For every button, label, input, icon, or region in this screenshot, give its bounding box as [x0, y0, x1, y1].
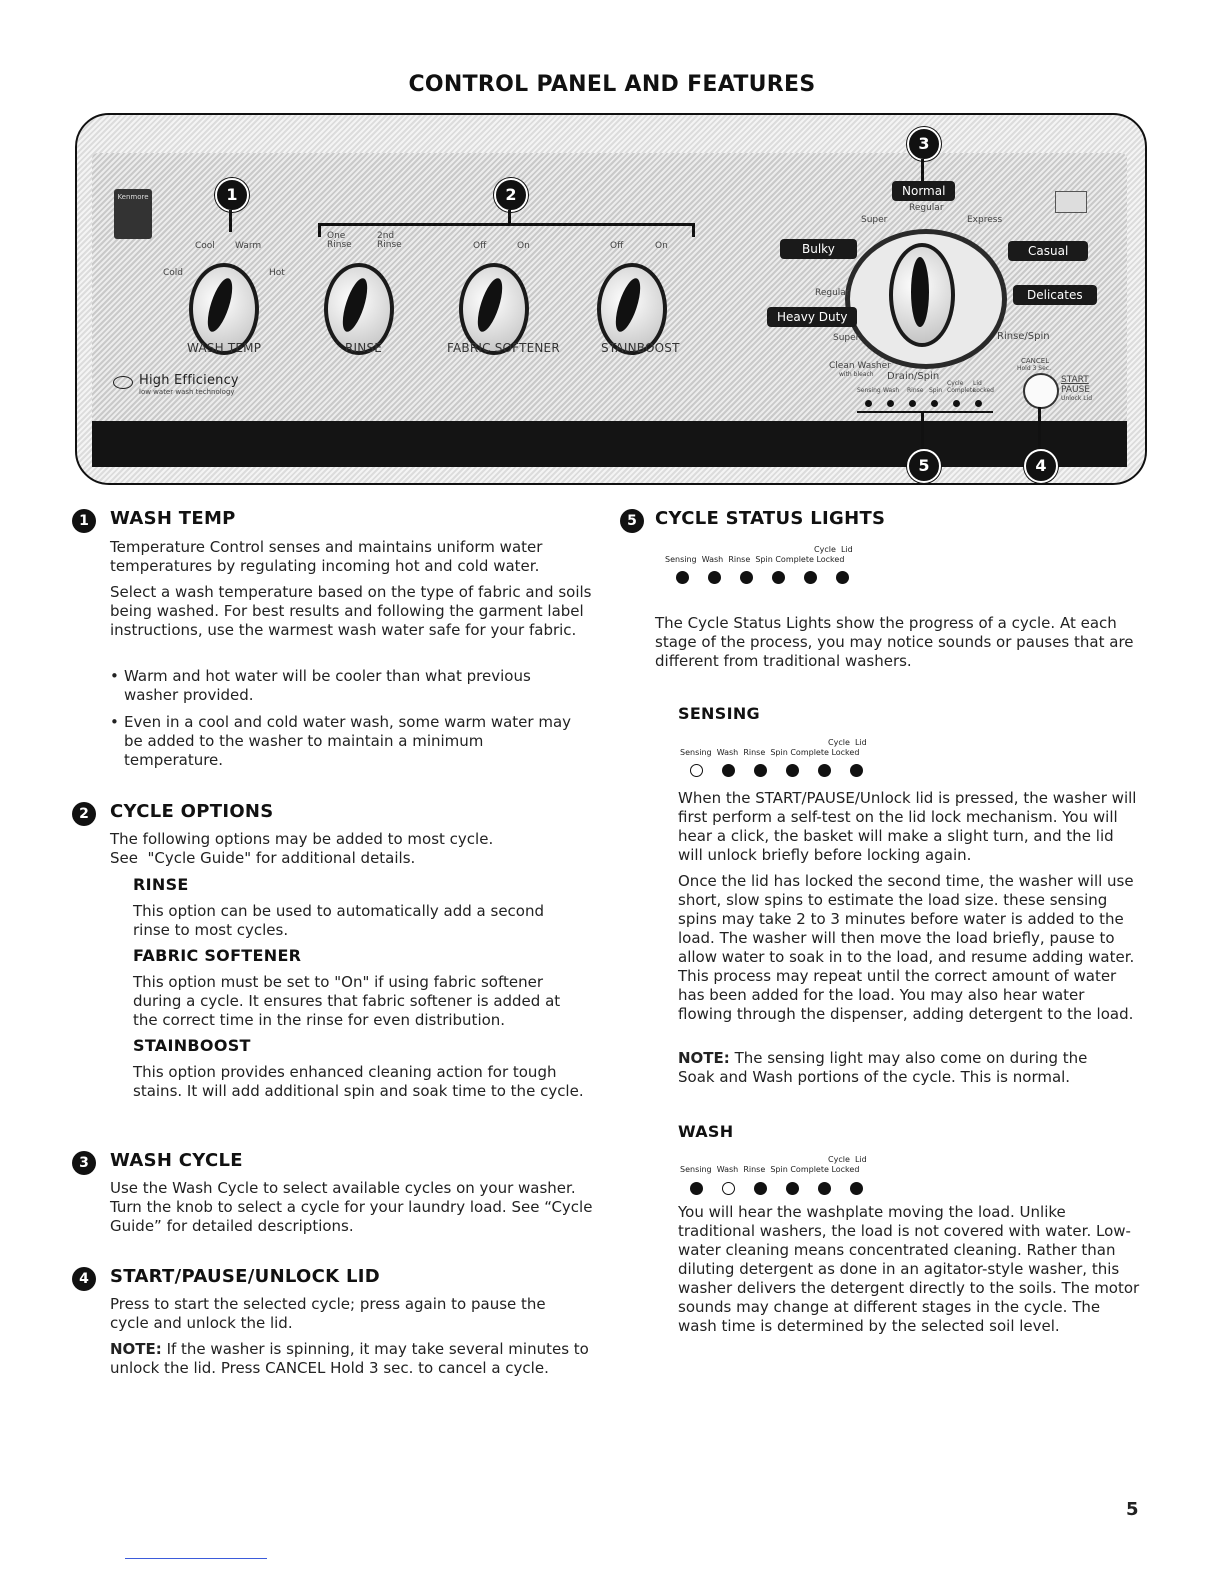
- wash-temp-heading: WASH TEMP: [110, 508, 236, 529]
- brand-logo: [114, 189, 152, 239]
- callout-2-bracket: [318, 223, 695, 226]
- cycle-clean-washer: Clean Washer: [829, 361, 891, 371]
- cycle-delicates: Delicates: [1013, 285, 1097, 305]
- sensing-lights-bottom: Sensing Wash Rinse Spin Complete Locked: [680, 748, 860, 757]
- sensing-light-locked: [850, 764, 863, 777]
- callout-2-bracket-right: [692, 223, 695, 237]
- sb-on: On: [655, 241, 668, 251]
- cycle-heavy-duty: Heavy Duty: [767, 307, 857, 327]
- he-logo-icon: [113, 376, 133, 389]
- footer-link-line: [125, 1558, 267, 1559]
- brand-logo-text: Kenmore: [117, 193, 149, 201]
- callout-2: 2: [494, 178, 528, 212]
- wash-light-spin: [786, 1182, 799, 1195]
- panel-light-wash: Wash: [883, 387, 900, 394]
- cycle-bulky: Bulky: [780, 239, 857, 259]
- status-light-sensing: [676, 571, 689, 584]
- fabric-softener-label: FABRIC SOFTENER: [447, 341, 560, 355]
- callout-3-line: [921, 159, 924, 181]
- wash-lights-top: Cycle Lid: [828, 1155, 867, 1164]
- start-pause-text: Press to start the selected cycle; press again to pause the cycle and unlock the lid.: [110, 1295, 546, 1332]
- wash-light-rinse: [754, 1182, 767, 1195]
- sensing-note-label: NOTE:: [678, 1049, 730, 1067]
- cycle-status-lights-top: Cycle Lid: [814, 545, 853, 554]
- wash-temp-bullet-1: • Warm and hot water will be cooler than what previous washer provided.: [110, 667, 574, 705]
- cycle-options-heading: CYCLE OPTIONS: [110, 801, 274, 822]
- cycle-rinse-spin: Rinse/Spin: [997, 331, 1050, 342]
- wash-temp-bullet-2: • Even in a cool and cold water wash, some warm water may be added to the washer to maintain a minimum temperature.: [110, 713, 574, 770]
- callout-2-line: [508, 210, 511, 224]
- wash-heading: WASH: [678, 1122, 734, 1141]
- status-light-complete: [804, 571, 817, 584]
- wash-temp-p1: Temperature Control senses and maintains uniform water temperatures by regulating incoming hot and cold water.: [110, 538, 543, 575]
- sensing-light-complete: [818, 764, 831, 777]
- callout-5-line: [921, 411, 924, 453]
- sensing-p1: When the START/PAUSE/Unlock lid is pressed, the washer will first perform a self-test on the lid lock mechanism. You will hear a click, the basket will make a slight turn, and the lid will unlock briefly before locking again.: [678, 789, 1137, 864]
- wash-light-wash: [722, 1182, 735, 1195]
- wash-light-locked: [850, 1182, 863, 1195]
- status-light-spin: [772, 571, 785, 584]
- he-sub: low water wash technology: [139, 388, 235, 396]
- section-number-1: 1: [72, 509, 96, 533]
- cycle-super-top: Super: [861, 215, 888, 225]
- section-number-5: 5: [620, 509, 644, 533]
- wash-cycle-text: Use the Wash Cycle to select available cycles on your washer. Turn the knob to select a cycle for your laundry load. See “Cycle Guide” for detailed descriptions.: [110, 1179, 593, 1235]
- start-label: START: [1061, 375, 1089, 385]
- rinse-2nd: 2nd Rinse: [377, 231, 402, 250]
- temp-cool: Cool: [195, 241, 215, 251]
- panel-light-complete: Cycle Complete: [947, 380, 976, 394]
- wash-temp-label: WASH TEMP: [187, 341, 262, 355]
- wash-temp-p2: Select a wash temperature based on the type of fabric and soils being washed. For best results and following the garment label instructions, use the warmest wash water safe for your fabric.: [110, 583, 592, 639]
- sensing-heading: SENSING: [678, 704, 760, 723]
- stainboost-label: STAINBOOST: [601, 341, 680, 355]
- temp-hot: Hot: [269, 268, 285, 278]
- cancel-label: CANCEL: [1021, 357, 1050, 365]
- page-number: 5: [1126, 1499, 1139, 1520]
- status-light-locked: [836, 571, 849, 584]
- panel-light-spin: Spin: [929, 387, 943, 394]
- panel-lights-row: [857, 397, 993, 413]
- cycle-options-intro-2: See "Cycle Guide" for additional details.: [110, 849, 416, 867]
- cycle-clean-washer-sub: with bleach: [839, 371, 874, 378]
- wash-lights-row: [690, 1182, 882, 1195]
- unlock-label: Unlock Lid: [1061, 395, 1093, 402]
- rinse-text: This option can be used to automatically add a second rinse to most cycles.: [133, 902, 545, 939]
- sensing-lights-row: [690, 764, 882, 777]
- status-light-wash: [708, 571, 721, 584]
- start-pause-button: [1023, 373, 1059, 409]
- stainboost-heading: STAINBOOST: [133, 1036, 251, 1055]
- panel-light-locked: Lid Locked: [973, 380, 994, 394]
- rinse-heading: RINSE: [133, 875, 189, 894]
- sensing-note-text: The sensing light may also come on during the Soak and Wash portions of the cycle. This is normal.: [678, 1049, 1088, 1086]
- cycle-knob: [889, 243, 955, 347]
- cycle-status-text: The Cycle Status Lights show the progress of a cycle. At each stage of the process, you may notice sounds or pauses that are different from traditional washers.: [655, 614, 1134, 670]
- sb-off: Off: [610, 241, 624, 251]
- panel-stripe: [92, 421, 1127, 467]
- temp-cold: Cold: [163, 268, 184, 278]
- rinse-label: RINSE: [345, 341, 383, 355]
- start-pause-note-label: NOTE:: [110, 1340, 162, 1358]
- control-panel-illustration: [75, 113, 1147, 485]
- cycle-regular-left: Regular: [815, 288, 850, 298]
- cycle-super-left: Super: [833, 333, 860, 343]
- pause-label: PAUSE: [1061, 385, 1090, 395]
- cycle-options-intro: The following options may be added to most cycle.: [110, 830, 494, 848]
- cycle-status-heading: CYCLE STATUS LIGHTS: [655, 508, 886, 529]
- fabric-softener-heading: FABRIC SOFTENER: [133, 946, 302, 965]
- cancel-sub: Hold 3 Sec.: [1017, 365, 1051, 372]
- cycle-drain-spin: Drain/Spin: [887, 371, 940, 382]
- energy-logo: [1055, 191, 1087, 213]
- wash-text: You will hear the washplate moving the load. Unlike traditional washers, the load is not covered with water. Low-water cleaning means concentrated cleaning. Rather than diluting detergent as done in an agitator-style washer, this washer delivers the detergent directly to the soils. The motor sounds may change at different stages in the cycle. The wash time is determined by the selected soil level.: [678, 1203, 1140, 1335]
- section-number-3: 3: [72, 1151, 96, 1175]
- cycle-status-lights-row: [676, 571, 868, 584]
- status-light-rinse: [740, 571, 753, 584]
- fabric-softener-text: This option must be set to "On" if using fabric softener during a cycle. It ensures that fabric softener is added at the correct time in the rinse for even distribution.: [133, 973, 561, 1029]
- callout-3: 3: [907, 127, 941, 161]
- panel-light-rinse: Rinse: [907, 387, 924, 394]
- sensing-p2: Once the lid has locked the second time, the washer will use short, slow spins to estimate the load size. these sensing spins may take 2 to 3 minutes before water is added to the load. The washer will then move the load briefly, pause to allow water to soak in to the load, and resume adding water. This process may repeat until the correct amount of water has been added for the load. You may also hear water flowing through the dispenser, adding detergent to the load.: [678, 872, 1135, 1023]
- sensing-lights-top: Cycle Lid: [828, 738, 867, 747]
- wash-lights-bottom: Sensing Wash Rinse Spin Complete Locked: [680, 1165, 860, 1174]
- sensing-note: [678, 1049, 1118, 1087]
- start-pause-note-text: If the washer is spinning, it may take several minutes to unlock the lid. Press CANCEL Hold 3 sec. to cancel a cycle.: [110, 1340, 589, 1377]
- cycle-regular-top: Regular: [909, 203, 944, 213]
- start-pause-note: [110, 1340, 598, 1378]
- cycle-status-lights-bottom: Sensing Wash Rinse Spin Complete Locked: [665, 555, 845, 564]
- sensing-light-spin: [786, 764, 799, 777]
- stainboost-text: This option provides enhanced cleaning action for tough stains. It will add additional spin and soak time to the cycle.: [133, 1063, 584, 1100]
- callout-4: 4: [1024, 449, 1058, 483]
- wash-cycle-heading: WASH CYCLE: [110, 1150, 243, 1171]
- rinse-one: One Rinse: [327, 231, 352, 250]
- temp-warm: Warm: [235, 241, 262, 251]
- fs-on: On: [517, 241, 530, 251]
- callout-4-line: [1038, 407, 1041, 453]
- panel-light-sensing: Sensing: [857, 387, 881, 394]
- callout-1-line: [229, 210, 232, 232]
- sensing-light-wash: [722, 764, 735, 777]
- cycle-normal: Normal: [892, 181, 955, 201]
- callout-2-bracket-left: [318, 223, 321, 237]
- sensing-light-sensing: [690, 764, 703, 777]
- section-number-4: 4: [72, 1267, 96, 1291]
- cycle-express: Express: [967, 215, 1003, 225]
- sensing-light-rinse: [754, 764, 767, 777]
- wash-light-sensing: [690, 1182, 703, 1195]
- fs-off: Off: [473, 241, 487, 251]
- page-title: CONTROL PANEL AND FEATURES: [408, 72, 816, 97]
- callout-1: 1: [215, 178, 249, 212]
- start-pause-heading: START/PAUSE/UNLOCK LID: [110, 1266, 380, 1287]
- section-number-2: 2: [72, 802, 96, 826]
- cycle-casual: Casual: [1008, 241, 1088, 261]
- callout-5: 5: [907, 449, 941, 483]
- wash-light-complete: [818, 1182, 831, 1195]
- he-label: High Efficiency: [139, 373, 239, 388]
